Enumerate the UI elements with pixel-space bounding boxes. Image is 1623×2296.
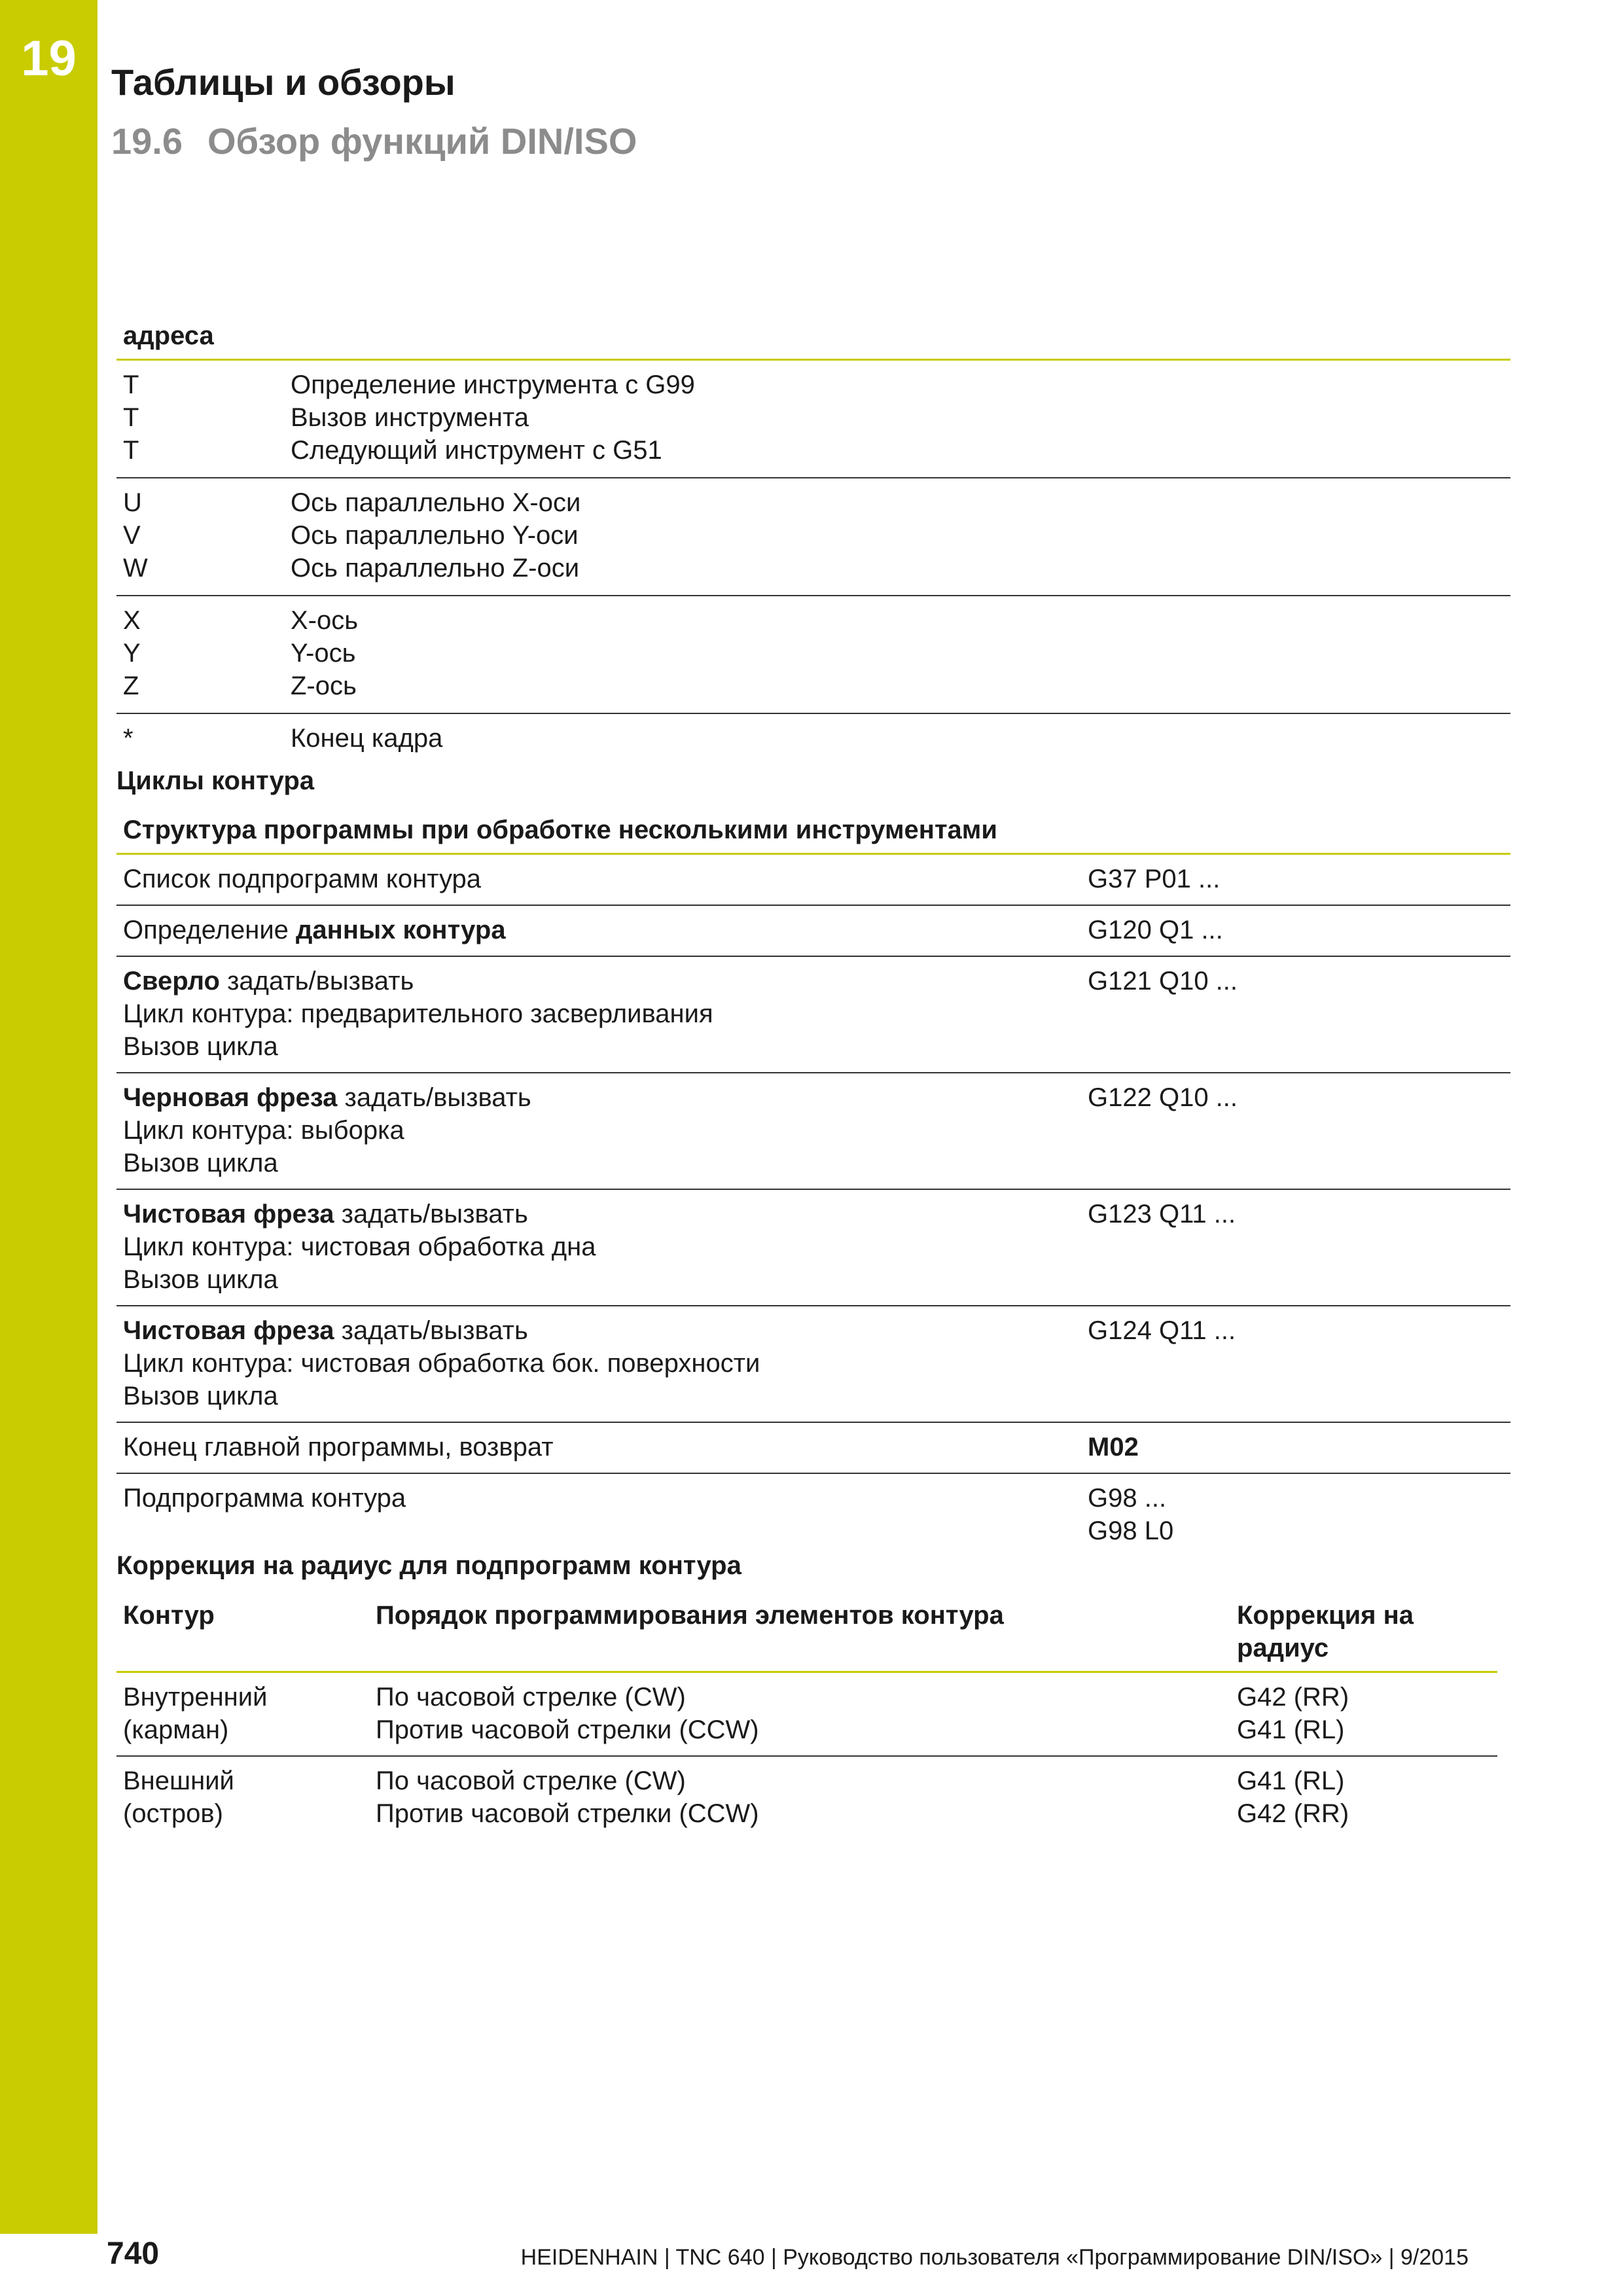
address-group	[116, 714, 1510, 765]
column-header-compensation-line2: радиус	[1237, 1634, 1329, 1662]
structure-text: Вызов цикла	[123, 1382, 278, 1410]
structure-text: Цикл контура: чистовая обработка бок. поверхности	[123, 1349, 760, 1378]
column-header-compensation-line1: Коррекция на	[1237, 1601, 1414, 1630]
address-code: Y	[123, 639, 141, 668]
structure-text: Список подпрограмм контура	[123, 865, 482, 893]
radius-comp-header-row	[116, 1595, 1497, 1673]
structure-text-bold: данных контура	[296, 916, 506, 944]
table-row	[116, 1673, 1497, 1757]
address-desc: Конец кадра	[291, 724, 443, 753]
address-code: U	[123, 488, 142, 517]
address-row	[116, 604, 1510, 637]
structure-code: G37 P01 ...	[1088, 865, 1221, 893]
section-title	[111, 119, 637, 163]
radius-comp-heading: Коррекция на радиус для подпрограмм контура	[116, 1551, 741, 1580]
structure-row	[116, 1306, 1510, 1423]
chapter-sidebar	[0, 0, 98, 2234]
column-header-contour: Контур	[123, 1601, 215, 1630]
structure-text: Цикл контура: чистовая обработка дна	[123, 1232, 596, 1261]
column-header-compensation	[1237, 1599, 1497, 1664]
address-group	[116, 478, 1510, 596]
section-number: 19.6	[111, 120, 183, 162]
order-cw: По часовой стрелке (CW)	[376, 1767, 686, 1795]
structure-code: G124 Q11 ...	[1088, 1316, 1236, 1345]
address-code: Z	[123, 672, 139, 700]
address-code: *	[123, 724, 134, 753]
address-row	[116, 722, 1510, 755]
table-row	[116, 1757, 1497, 1839]
footer-text: HEIDENHAIN | TNC 640 | Руководство пользователя «Программирование DIN/ISO» | 9/2015	[520, 2245, 1469, 2270]
compensation-ccw: G41 (RL)	[1237, 1715, 1345, 1744]
structure-code: G123 Q11 ...	[1088, 1200, 1236, 1229]
structure-text: задать/вызвать	[219, 967, 414, 996]
address-code: V	[123, 521, 141, 550]
address-row	[116, 401, 1510, 434]
address-row	[116, 519, 1510, 552]
address-row	[116, 434, 1510, 467]
structure-text: Конец главной программы, возврат	[123, 1433, 554, 1462]
program-structure-header: Структура программы при обработке несколькими инструментами	[116, 810, 1510, 855]
structure-row	[116, 1474, 1510, 1556]
page-number: 740	[107, 2236, 160, 2271]
contour-cycles-heading: Циклы контура	[116, 766, 315, 795]
structure-code: G120 Q1 ...	[1088, 916, 1223, 944]
address-desc: Z-ось	[291, 672, 357, 700]
compensation-cw: G41 (RL)	[1237, 1767, 1345, 1795]
address-desc: Вызов инструмента	[291, 403, 529, 432]
radius-comp-table	[116, 1595, 1497, 1839]
structure-code: G122 Q10 ...	[1088, 1083, 1238, 1112]
address-desc: Y-ось	[291, 639, 356, 668]
contour-type: Внутренний	[123, 1683, 268, 1712]
address-row	[116, 368, 1510, 401]
structure-text: Цикл контура: выборка	[123, 1116, 404, 1145]
structure-tool: Чистовая фреза	[123, 1200, 334, 1229]
addresses-header: адреса	[116, 315, 1510, 361]
chapter-title: Таблицы и обзоры	[111, 62, 455, 103]
contour-type-note: (остров)	[123, 1799, 223, 1828]
contour-type-note: (карман)	[123, 1715, 229, 1744]
order-ccw: Против часовой стрелки (CCW)	[376, 1799, 759, 1828]
structure-code: G121 Q10 ...	[1088, 967, 1238, 996]
structure-text: задать/вызвать	[334, 1200, 528, 1229]
structure-code: G98 ...	[1088, 1484, 1167, 1513]
address-code: W	[123, 554, 148, 583]
compensation-ccw: G42 (RR)	[1237, 1799, 1349, 1828]
structure-tool: Сверло	[123, 967, 220, 996]
structure-text: Вызов цикла	[123, 1149, 278, 1177]
section-title-text: Обзор функций DIN/ISO	[207, 120, 637, 162]
structure-text: Определение	[123, 916, 296, 944]
order-cw: По часовой стрелке (CW)	[376, 1683, 686, 1712]
address-desc: Ось параллельно X-оси	[291, 488, 581, 517]
order-ccw: Против часовой стрелки (CCW)	[376, 1715, 759, 1744]
address-code: T	[123, 403, 139, 432]
structure-tool: Черновая фреза	[123, 1083, 338, 1112]
structure-text: Цикл контура: предварительного засверливания	[123, 999, 713, 1028]
structure-row	[116, 855, 1510, 906]
address-row	[116, 486, 1510, 519]
structure-text: задать/вызвать	[337, 1083, 531, 1112]
structure-text: Подпрограмма контура	[123, 1484, 406, 1513]
structure-row	[116, 1190, 1510, 1306]
structure-text: Вызов цикла	[123, 1265, 278, 1294]
column-header-order: Порядок программирования элементов контура	[376, 1601, 1004, 1630]
structure-row	[116, 1073, 1510, 1190]
address-row	[116, 637, 1510, 670]
structure-code: M02	[1088, 1433, 1139, 1462]
contour-type: Внешний	[123, 1767, 234, 1795]
structure-code: G98 L0	[1088, 1516, 1174, 1545]
address-desc: X-ось	[291, 606, 359, 635]
compensation-cw: G42 (RR)	[1237, 1683, 1349, 1712]
address-group	[116, 596, 1510, 714]
program-structure-table	[116, 810, 1510, 1556]
address-desc: Определение инструмента с G99	[291, 370, 695, 399]
address-code: T	[123, 436, 139, 465]
structure-text: Вызов цикла	[123, 1032, 278, 1061]
chapter-number: 19	[21, 31, 77, 86]
structure-row	[116, 1423, 1510, 1474]
address-desc: Следующий инструмент с G51	[291, 436, 662, 465]
addresses-table	[116, 315, 1510, 765]
address-desc: Ось параллельно Y-оси	[291, 521, 579, 550]
structure-row	[116, 906, 1510, 957]
address-code: X	[123, 606, 141, 635]
structure-text: задать/вызвать	[334, 1316, 528, 1345]
structure-tool: Чистовая фреза	[123, 1316, 334, 1345]
address-code: T	[123, 370, 139, 399]
structure-row	[116, 957, 1510, 1073]
address-desc: Ось параллельно Z-оси	[291, 554, 580, 583]
address-row	[116, 670, 1510, 702]
address-row	[116, 552, 1510, 584]
address-group	[116, 361, 1510, 478]
